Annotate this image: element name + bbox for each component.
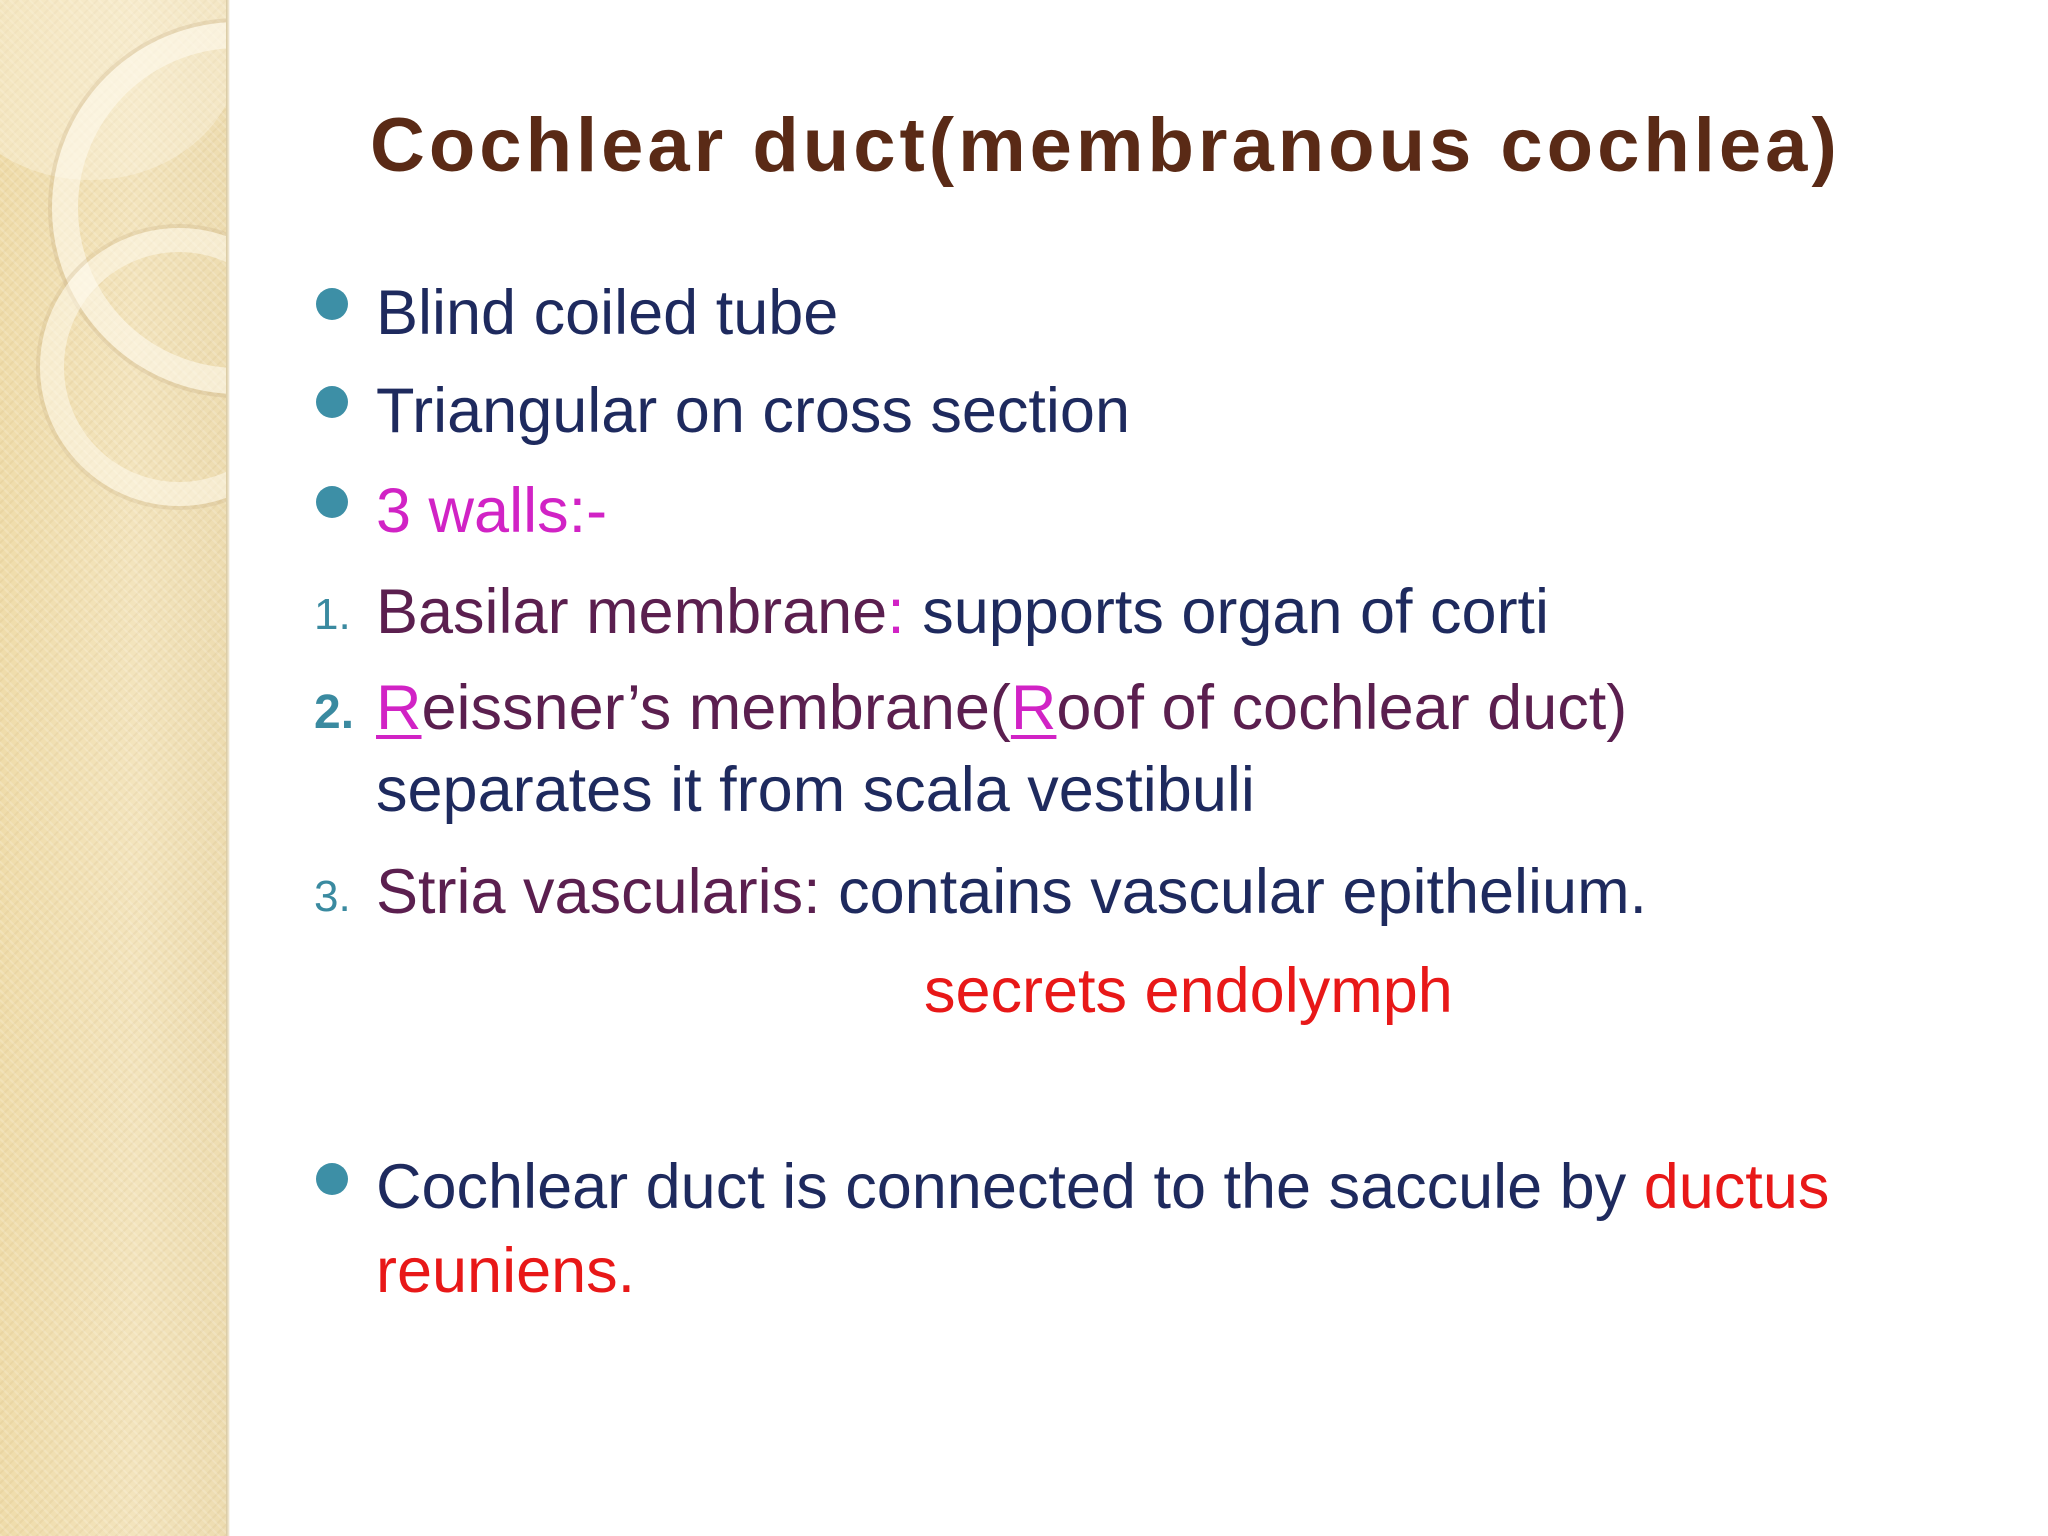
wall-text: eissner’s membrane( (421, 673, 1011, 743)
wall-name: Stria vascularis: (376, 857, 821, 927)
bullet-dot-icon (316, 1163, 348, 1195)
bullet-text: Cochlear duct is connected to the saccule by (376, 1152, 1644, 1222)
bullet-three-walls: 3 walls:- (376, 476, 608, 546)
highlight-term-continued: reuniens. (376, 1236, 636, 1306)
slide-title: Cochlear duct(membranous cochlea) (370, 103, 1841, 188)
wall-description: supports organ of corti (904, 577, 1550, 647)
bullet-triangular-cross-section: Triangular on cross section (376, 376, 1131, 446)
wall-number-2: 2. (314, 686, 355, 739)
wall-text: oof of cochlear duct) (1056, 673, 1628, 743)
wall-number-1: 1. (314, 590, 351, 639)
wall-reissners-description: separates it from scala vestibuli (376, 755, 1255, 825)
mnemonic-letter-r: R (1010, 673, 1057, 743)
wall-colon: : (887, 577, 905, 647)
wall-basilar-membrane (376, 577, 1550, 647)
wall-reissners-membrane (376, 673, 1628, 743)
wall-stria-vascularis (376, 857, 1648, 927)
bullet-dot-icon (316, 288, 348, 320)
bullet-dot-icon (316, 386, 348, 418)
mnemonic-letter-r: R (376, 673, 422, 743)
sidebar-edge (226, 0, 230, 1536)
highlight-term: ductus (1643, 1152, 1830, 1222)
stria-note-secretes-endolymph: secrets endolymph (924, 956, 1453, 1026)
bullet-dot-icon (316, 486, 348, 518)
decorative-sidebar (0, 0, 226, 1536)
wall-number-3: 3. (314, 872, 351, 921)
wall-name: Basilar membrane (376, 577, 888, 647)
wall-description: contains vascular epithelium. (820, 857, 1648, 927)
bullet-blind-coiled-tube: Blind coiled tube (376, 278, 839, 348)
bullet-cochlear-duct-connection (376, 1152, 1830, 1222)
